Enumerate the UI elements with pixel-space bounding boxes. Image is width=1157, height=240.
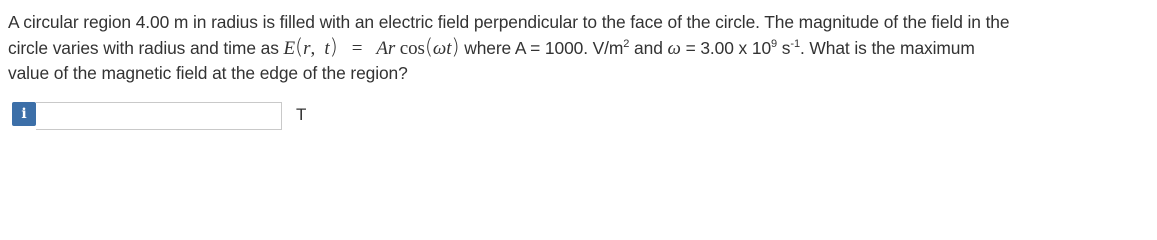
superscript-2: 2 [623, 37, 630, 50]
formula-omega-t: ωt [432, 37, 452, 59]
formula-t: t [324, 37, 330, 59]
superscript-neg1: -1 [790, 37, 800, 50]
info-icon[interactable]: i [12, 102, 36, 126]
question-line-2-prefix: circle varies with radius and time as [8, 37, 284, 58]
question-line-2-suffix: . What is the maximum [799, 37, 975, 58]
formula-A: A [376, 37, 388, 59]
formula-comma: , [310, 37, 316, 59]
unit-label: T [296, 105, 307, 124]
formula-cos: cos [399, 37, 425, 59]
seconds-unit: s [777, 37, 791, 58]
question-line-3: value of the magnetic field at the edge of the region? [8, 63, 408, 83]
superscript-9: 9 [771, 37, 778, 50]
question-line-1: A circular region 4.00 m in radius is filled with an electric field perpendicular to the face of the circle. The magnitude of the field in the [8, 12, 1010, 32]
where-text: where A = 1000. V/m [459, 37, 624, 58]
and-text: and [629, 37, 668, 58]
formula-equals: = [351, 37, 363, 59]
answer-row [12, 102, 306, 130]
answer-input[interactable] [36, 102, 282, 130]
question-text [8, 10, 1153, 86]
omega-symbol: ω [667, 37, 681, 59]
formula-r: r [303, 37, 311, 59]
formula-E: E [283, 37, 296, 59]
field-formula: E(r, t) = Ar cos(ωt) [283, 34, 460, 59]
omega-value: = 3.00 x 10 [680, 37, 772, 58]
formula-r2: r [387, 37, 396, 59]
